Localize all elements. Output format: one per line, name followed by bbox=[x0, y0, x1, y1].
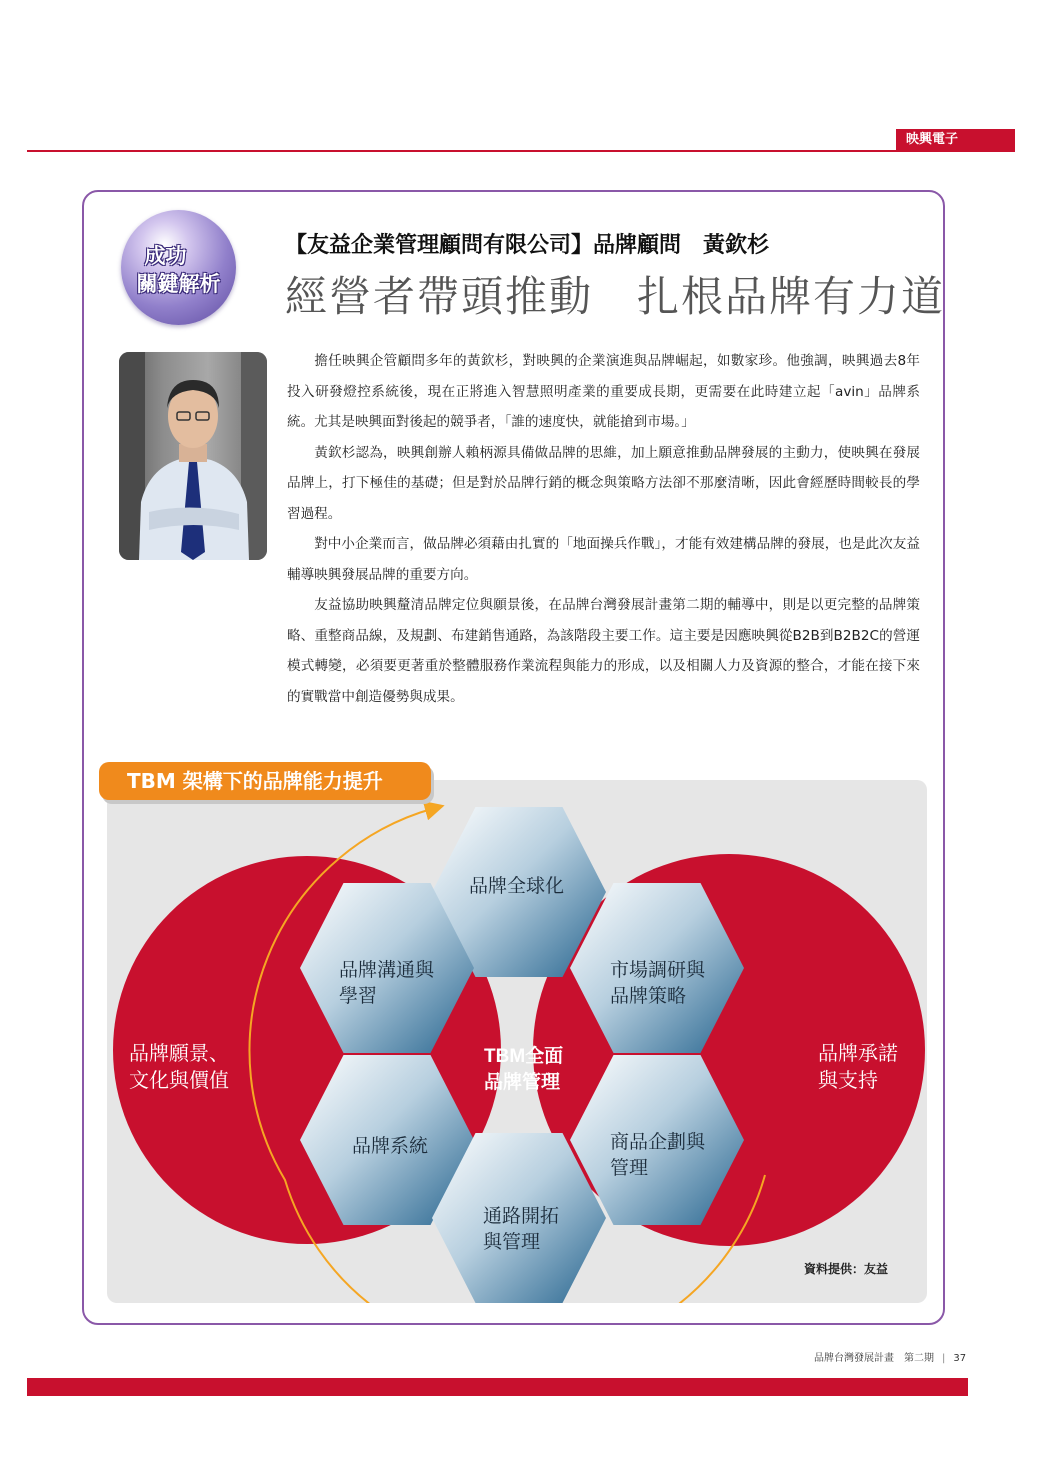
diagram-credit: 資料提供：友益 bbox=[804, 1262, 889, 1276]
hexagon-4-label-1: 品牌系統 bbox=[352, 1136, 429, 1157]
hexagon-5-label-2: 管理 bbox=[610, 1158, 649, 1179]
header-rule bbox=[27, 150, 1015, 152]
hexagon-5-label-1: 商品企劃與 bbox=[610, 1132, 706, 1153]
hexagon-2-label-1: 品牌溝通與 bbox=[339, 960, 435, 981]
article-paragraph-1: 擔任映興企管顧問多年的黃欽杉，對映興的企業演進與品牌崛起，如數家珍。他強調，映興過去8年投入研發燈控系統後，現在正將進入智慧照明產業的重要成長期，更需要在此時建立起「avin」品牌系統。尤其是映興面對後起的競爭者，「誰的速度快，就能搶到市場。」 bbox=[287, 353, 920, 430]
consultant-portrait bbox=[119, 352, 267, 560]
diagram-title: TBM 架構下的品牌能力提升 bbox=[99, 762, 431, 800]
article-body bbox=[287, 346, 920, 712]
circle-left-line-1: 品牌願景、 bbox=[129, 1043, 229, 1065]
center-line-1: TBM全面 bbox=[484, 1046, 564, 1067]
article-headline: 經營者帶頭推動 扎根品牌有力道 bbox=[285, 272, 946, 321]
hexagon-6-label-1: 通路開拓 bbox=[483, 1206, 560, 1227]
circle-left-line-2: 文化與價值 bbox=[129, 1070, 229, 1092]
hexagon-1-label-1: 品牌全球化 bbox=[469, 876, 565, 897]
tbm-diagram-graphic bbox=[107, 780, 927, 1303]
footer-bar bbox=[27, 1378, 968, 1396]
badge-line-2: 關鍵解析 bbox=[136, 271, 221, 296]
circle-right-line-2: 與支持 bbox=[818, 1070, 878, 1092]
portrait-illustration bbox=[119, 352, 267, 560]
badge-line-1: 成功 bbox=[144, 243, 187, 268]
article-paragraph-3: 對中小企業而言，做品牌必須藉由扎實的「地面操兵作戰」，才能有效建構品牌的發展，也是此次友益輔導映興發展品牌的重要方向。 bbox=[287, 536, 920, 583]
center-line-2: 品牌管理 bbox=[484, 1072, 561, 1093]
page-number: 37 bbox=[953, 1353, 967, 1364]
hexagon-2-label-2: 學習 bbox=[339, 986, 378, 1007]
article-paragraph-2: 黃欽杉認為，映興創辦人賴柄源具備做品牌的思維，加上願意推動品牌發展的主動力，使映興在發展品牌上，打下極佳的基礎；但是對於品牌行銷的概念與策略方法卻不那麼清晰，因此會經歷時間較長的學習過程。 bbox=[287, 444, 920, 522]
hexagon-3-label-1: 市場調研與 bbox=[610, 960, 706, 981]
section-tag: 映興電子 bbox=[896, 129, 1015, 151]
tbm-diagram bbox=[107, 780, 927, 1303]
article-subtitle: 【友益企業管理顧問有限公司】品牌顧問 黃欽杉 bbox=[285, 233, 770, 258]
hexagon-3-label-2: 品牌策略 bbox=[610, 986, 687, 1007]
footer-publication: 品牌台灣發展計畫 第二期 bbox=[814, 1353, 934, 1364]
article-paragraph-4: 友益協助映興釐清品牌定位與願景後，在品牌台灣發展計畫第二期的輔導中，則是以更完整的品牌策略、重整商品線，及規劃、布建銷售通路，為該階段主要工作。這主要是因應映興從B2B到B2B2C的營運模式轉變，必須要更著重於整體服務作業流程與能力的形成，以及相關人力及資源的整合，才能在接下來的實戰當中創造優勢與成果。 bbox=[287, 597, 920, 705]
circle-right-line-1: 品牌承諾 bbox=[818, 1043, 898, 1065]
hexagon-6-label-2: 與管理 bbox=[483, 1232, 541, 1253]
footer-separator: | bbox=[942, 1353, 946, 1364]
success-analysis-badge bbox=[121, 210, 236, 325]
page-footer bbox=[814, 1349, 966, 1364]
